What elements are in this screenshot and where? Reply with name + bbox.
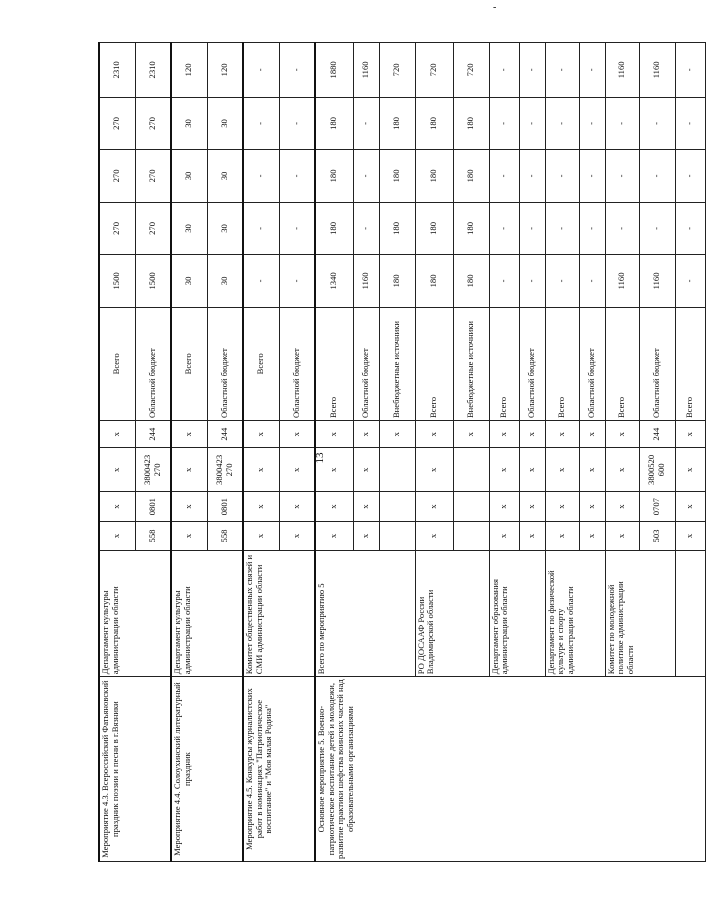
- grbs-cell: x: [315, 521, 353, 550]
- value-cell: 2310: [135, 43, 171, 98]
- value-cell: 180: [315, 202, 353, 254]
- value-cell: -: [353, 150, 379, 202]
- vr-cell: x: [545, 421, 579, 448]
- value-cell: 270: [99, 202, 135, 254]
- vr-cell: x: [675, 421, 705, 448]
- agency-cell: Департамент по физической культуре и спорту администрации области: [545, 551, 605, 677]
- value-cell: -: [639, 150, 675, 202]
- value-cell: -: [519, 97, 545, 149]
- value-cell: -: [243, 202, 279, 254]
- csr-cell: x: [579, 448, 605, 492]
- csr-cell: 3800423 270: [135, 448, 171, 492]
- vr-cell: x: [605, 421, 639, 448]
- funding-source-cell: Областной бюджет: [279, 307, 315, 420]
- value-cell: 1160: [353, 255, 379, 307]
- value-cell: -: [675, 43, 705, 98]
- value-cell: 30: [207, 255, 243, 307]
- value-cell: -: [605, 150, 639, 202]
- funding-source-cell: Всего: [415, 307, 453, 420]
- event-name-cell: Основное мероприятие 5. Военно-патриотическое воспитание детей и молодежи, развитие практики шефства воинских частей над образовательными организациями: [315, 677, 705, 862]
- value-cell: 270: [135, 150, 171, 202]
- event-name-cell: Мероприятие 4.3. Всероссийский Фатьяновский праздник поэзии и песни в г.Вязники: [99, 677, 171, 862]
- value-cell: 1160: [605, 255, 639, 307]
- vr-cell: x: [579, 421, 605, 448]
- csr-cell: x: [605, 448, 639, 492]
- csr-cell: 3800423 270: [207, 448, 243, 492]
- value-cell: 720: [453, 43, 489, 98]
- scan-mark: -: [493, 2, 497, 13]
- funding-source-cell: Областной бюджет: [135, 307, 171, 420]
- value-cell: -: [243, 97, 279, 149]
- agency-cell: Департамент культуры администрации области: [99, 551, 171, 677]
- funding-source-cell: Всего: [315, 307, 353, 420]
- value-cell: -: [579, 255, 605, 307]
- vr-cell: 244: [639, 421, 675, 448]
- csr-cell: x: [675, 448, 705, 492]
- table-row: [171, 43, 207, 862]
- funding-source-cell: Областной бюджет: [519, 307, 545, 420]
- grbs-cell: x: [545, 521, 579, 550]
- value-cell: 1160: [605, 43, 639, 98]
- value-cell: 1160: [353, 43, 379, 98]
- vr-cell: x: [279, 421, 315, 448]
- grbs-cell: [379, 521, 415, 550]
- vr-cell: x: [99, 421, 135, 448]
- grbs-cell: x: [489, 521, 519, 550]
- agency-cell: [675, 551, 705, 677]
- csr-cell: 3800520 600: [639, 448, 675, 492]
- funding-source-cell: Внебюджетные источники: [379, 307, 415, 420]
- value-cell: 270: [99, 97, 135, 149]
- value-cell: 270: [99, 150, 135, 202]
- rz-cell: x: [605, 492, 639, 521]
- rz-cell: x: [315, 492, 353, 521]
- agency-cell: РО ДОСААФ России Владимирской области: [415, 551, 489, 677]
- grbs-cell: 558: [135, 521, 171, 550]
- value-cell: -: [605, 97, 639, 149]
- grbs-cell: 558: [207, 521, 243, 550]
- rz-cell: x: [99, 492, 135, 521]
- value-cell: -: [519, 43, 545, 98]
- vr-cell: x: [243, 421, 279, 448]
- value-cell: -: [545, 97, 579, 149]
- value-cell: 180: [453, 97, 489, 149]
- event-name-cell: Мероприятие 4.5. Конкурсы журналистских работ в номинациях "Патриотическое воспитание" и "Моя малая Родина": [243, 677, 315, 862]
- rz-cell: x: [279, 492, 315, 521]
- csr-cell: x: [415, 448, 453, 492]
- value-cell: 30: [207, 97, 243, 149]
- agency-cell: Комитет общественных связей и СМИ администрации области: [243, 551, 315, 677]
- grbs-cell: x: [519, 521, 545, 550]
- grbs-cell: x: [279, 521, 315, 550]
- value-cell: -: [243, 150, 279, 202]
- vr-cell: 244: [135, 421, 171, 448]
- csr-cell: x: [279, 448, 315, 492]
- rz-cell: x: [519, 492, 545, 521]
- funding-source-cell: Всего: [675, 307, 705, 420]
- csr-cell: x: [545, 448, 579, 492]
- funding-source-cell: Областной бюджет: [579, 307, 605, 420]
- csr-cell: [453, 448, 489, 492]
- rz-cell: x: [545, 492, 579, 521]
- funding-source-cell: Всего: [171, 307, 207, 420]
- value-cell: 270: [135, 97, 171, 149]
- grbs-cell: x: [605, 521, 639, 550]
- value-cell: 1340: [315, 255, 353, 307]
- agency-cell: Департамент образования администрации области: [489, 551, 545, 677]
- value-cell: 720: [415, 43, 453, 98]
- value-cell: 30: [207, 150, 243, 202]
- value-cell: 1160: [639, 43, 675, 98]
- vr-cell: x: [519, 421, 545, 448]
- value-cell: 2310: [99, 43, 135, 98]
- value-cell: -: [243, 43, 279, 98]
- agency-cell: Всего по мероприятию 5: [315, 551, 415, 677]
- csr-cell: x: [99, 448, 135, 492]
- agency-cell: Комитет по молодежной политике администрации области: [605, 551, 675, 677]
- rz-cell: x: [353, 492, 379, 521]
- value-cell: -: [279, 202, 315, 254]
- csr-cell: x: [315, 448, 353, 492]
- value-cell: 180: [453, 202, 489, 254]
- value-cell: -: [353, 202, 379, 254]
- value-cell: -: [519, 202, 545, 254]
- value-cell: -: [675, 255, 705, 307]
- funding-source-cell: Областной бюджет: [639, 307, 675, 420]
- agency-cell: Департамент культуры администрации области: [171, 551, 243, 677]
- value-cell: -: [579, 150, 605, 202]
- value-cell: -: [579, 43, 605, 98]
- value-cell: 180: [315, 97, 353, 149]
- grbs-cell: 503: [639, 521, 675, 550]
- value-cell: -: [675, 97, 705, 149]
- grbs-cell: [453, 521, 489, 550]
- value-cell: 180: [315, 150, 353, 202]
- csr-cell: x: [353, 448, 379, 492]
- value-cell: -: [353, 97, 379, 149]
- grbs-cell: x: [243, 521, 279, 550]
- vr-cell: x: [415, 421, 453, 448]
- csr-cell: x: [243, 448, 279, 492]
- value-cell: 1500: [99, 255, 135, 307]
- value-cell: 30: [171, 150, 207, 202]
- value-cell: -: [489, 97, 519, 149]
- grbs-cell: x: [171, 521, 207, 550]
- rz-cell: 0707: [639, 492, 675, 521]
- rz-cell: [453, 492, 489, 521]
- table-body: [99, 43, 705, 862]
- grbs-cell: x: [99, 521, 135, 550]
- vr-cell: 244: [207, 421, 243, 448]
- budget-table: [98, 42, 706, 862]
- rz-cell: x: [415, 492, 453, 521]
- value-cell: -: [639, 97, 675, 149]
- value-cell: -: [675, 202, 705, 254]
- value-cell: 180: [415, 97, 453, 149]
- value-cell: -: [519, 150, 545, 202]
- value-cell: -: [279, 255, 315, 307]
- rz-cell: x: [243, 492, 279, 521]
- funding-source-cell: Областной бюджет: [353, 307, 379, 420]
- value-cell: -: [489, 43, 519, 98]
- vr-cell: x: [379, 421, 415, 448]
- value-cell: -: [489, 255, 519, 307]
- rz-cell: x: [489, 492, 519, 521]
- value-cell: -: [519, 255, 545, 307]
- funding-source-cell: Всего: [545, 307, 579, 420]
- vr-cell: x: [171, 421, 207, 448]
- value-cell: 1500: [135, 255, 171, 307]
- rz-cell: x: [675, 492, 705, 521]
- vr-cell: x: [453, 421, 489, 448]
- funding-source-cell: Всего: [605, 307, 639, 420]
- grbs-cell: x: [415, 521, 453, 550]
- value-cell: -: [579, 202, 605, 254]
- csr-cell: [379, 448, 415, 492]
- value-cell: -: [639, 202, 675, 254]
- value-cell: 120: [207, 43, 243, 98]
- value-cell: -: [675, 150, 705, 202]
- table-row: [99, 43, 135, 862]
- grbs-cell: x: [579, 521, 605, 550]
- value-cell: -: [545, 150, 579, 202]
- csr-cell: x: [519, 448, 545, 492]
- value-cell: -: [489, 202, 519, 254]
- value-cell: 30: [207, 202, 243, 254]
- value-cell: -: [579, 97, 605, 149]
- vr-cell: x: [315, 421, 353, 448]
- value-cell: 720: [379, 43, 415, 98]
- value-cell: 180: [415, 255, 453, 307]
- value-cell: -: [605, 202, 639, 254]
- funding-source-cell: Областной бюджет: [207, 307, 243, 420]
- value-cell: 30: [171, 97, 207, 149]
- value-cell: 180: [453, 255, 489, 307]
- funding-source-cell: Всего: [243, 307, 279, 420]
- value-cell: 180: [415, 202, 453, 254]
- vr-cell: x: [489, 421, 519, 448]
- value-cell: 30: [171, 255, 207, 307]
- value-cell: 180: [379, 255, 415, 307]
- value-cell: -: [545, 202, 579, 254]
- value-cell: 1160: [639, 255, 675, 307]
- value-cell: 270: [135, 202, 171, 254]
- value-cell: -: [489, 150, 519, 202]
- value-cell: 1880: [315, 43, 353, 98]
- page-number: 13: [314, 452, 326, 464]
- value-cell: 180: [379, 97, 415, 149]
- funding-source-cell: Всего: [99, 307, 135, 420]
- rz-cell: 0801: [135, 492, 171, 521]
- value-cell: 180: [379, 202, 415, 254]
- table-row: [315, 43, 353, 862]
- table-row: [243, 43, 279, 862]
- rz-cell: x: [171, 492, 207, 521]
- value-cell: -: [279, 97, 315, 149]
- event-name-cell: Мероприятие 4.4. Солоухинский литературный праздник: [171, 677, 243, 862]
- value-cell: 180: [379, 150, 415, 202]
- value-cell: -: [279, 150, 315, 202]
- funding-source-cell: Внебюджетные источники: [453, 307, 489, 420]
- vr-cell: x: [353, 421, 379, 448]
- grbs-cell: x: [675, 521, 705, 550]
- value-cell: -: [279, 43, 315, 98]
- csr-cell: x: [489, 448, 519, 492]
- value-cell: -: [545, 43, 579, 98]
- grbs-cell: x: [353, 521, 379, 550]
- value-cell: 30: [171, 202, 207, 254]
- value-cell: 180: [415, 150, 453, 202]
- csr-cell: x: [171, 448, 207, 492]
- rz-cell: x: [579, 492, 605, 521]
- value-cell: 180: [453, 150, 489, 202]
- value-cell: 120: [171, 43, 207, 98]
- funding-source-cell: Всего: [489, 307, 519, 420]
- value-cell: -: [545, 255, 579, 307]
- rotated-table-container: [98, 42, 695, 862]
- value-cell: -: [243, 255, 279, 307]
- rz-cell: 0801: [207, 492, 243, 521]
- rz-cell: [379, 492, 415, 521]
